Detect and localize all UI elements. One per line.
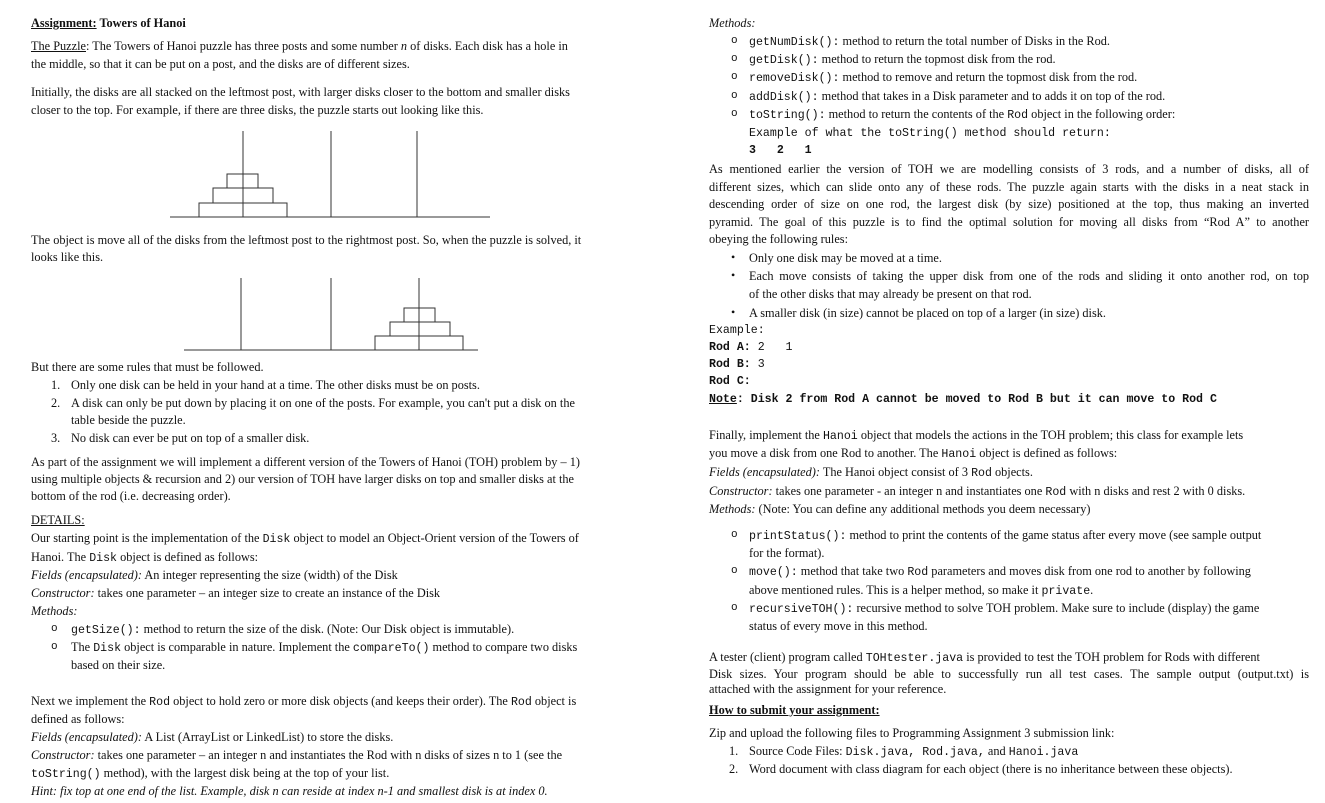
toh-line-4: pyramid. The goal of this puzzle is to find the optimal solution for moving all disks from “Rod A” to another <box>709 215 1309 229</box>
hanoi-method-3: recursiveTOH(): recursive method to solve TOH problem. Make sure to include (display) the game <box>749 601 1260 616</box>
note-line: Note: Disk 2 from Rod A cannot be moved to Rod B but it can move to Rod C <box>709 393 1217 406</box>
disk-fields: Fields (encapsulated): An integer representing the size (width) of the Disk <box>31 568 398 582</box>
rod-line-1: Next we implement the Rod object to hold zero or more disk objects (and keeps their order). The Rod object is <box>31 694 577 709</box>
hanoi-method-2-line-2: above mentioned rules. This is a helper method, so make it private. <box>749 583 1094 598</box>
rod-method-4: addDisk(): method that takes in a Disk parameter and to adds it on top of the rod. <box>749 89 1166 104</box>
details-line-1: Our starting point is the implementation of the Disk object to model an Object-Orient version of the Towers of <box>31 531 579 546</box>
rule-2: 2. <box>51 396 61 410</box>
init-line-2: closer to the top. For example, if there are three disks, the puzzle starts out looking like this. <box>31 103 484 117</box>
tester-line-3: attached with the assignment for your reference. <box>709 682 947 696</box>
rod-method-3: removeDisk(): method to remove and return the topmost disk from the rod. <box>749 70 1138 85</box>
bullet-circle-icon: o <box>731 71 738 83</box>
rod-c-example: Rod C: <box>709 375 751 388</box>
object-line-1: The object is move all of the disks from the leftmost post to the rightmost post. So, when the puzzle is solved, it <box>31 233 582 247</box>
submit-item-1-num: 1. <box>729 744 739 758</box>
bullet-circle-icon: o <box>731 35 738 47</box>
toh-line-2: different sizes, which can slide onto any of these rods. The puzzle again starts with the disks in a neat stack in <box>709 180 1309 194</box>
tostring-example: Example of what the toString() method should return: <box>749 127 1111 140</box>
puzzle-line-1: The Puzzle: The Towers of Hanoi puzzle has three posts and some number n of disks. Each disk has a hole in <box>31 39 568 53</box>
towers-solved-diagram <box>180 275 482 353</box>
details-line-2: Hanoi. The Disk object is defined as follows: <box>31 550 259 565</box>
towers-start-diagram <box>165 128 495 220</box>
details-heading: DETAILS: <box>31 513 85 527</box>
tester-line-1: A tester (client) program called TOHtester.java is provided to test the TOH problem for Rods with different <box>709 650 1260 665</box>
init-line-1: Initially, the disks are all stacked on the leftmost post, with larger disks closer to the bottom and smaller disks <box>31 85 570 99</box>
partof-line-2: using multiple objects & recursion and 2) our version of TOH have larger disks on top and smaller disks at the <box>31 472 575 486</box>
hanoi-method-1-line-2: for the format). <box>749 546 825 560</box>
rod-line-2: defined as follows: <box>31 712 125 726</box>
zip-line: Zip and upload the following files to Programming Assignment 3 submission link: <box>709 726 1115 740</box>
rod-a-example: Rod A: 2 1 <box>709 341 793 354</box>
rod-methods-label: Methods: <box>709 16 756 30</box>
submit-item-2: Word document with class diagram for each object (there is no inheritance between these objects). <box>749 762 1233 776</box>
hanoi-constructor: Constructor: takes one parameter - an integer n and instantiates one Rod with n disks and rest 2 with 0 disks. <box>709 484 1246 499</box>
disk-methods-label: Methods: <box>31 604 78 618</box>
bullet-circle-icon: o <box>731 529 738 541</box>
rule-1-text: Only one disk can be held in your hand at a time. The other disks must be on posts. <box>71 378 480 392</box>
rod-constructor: Constructor: takes one parameter – an integer n and instantiates the Rod with n disks of sizes n to 1 (see the <box>31 748 563 762</box>
toh-line-3: descending order of size on one rod, the largest disk (by size) positioned at the top, thus making an inverted <box>709 197 1309 211</box>
submit-heading: How to submit your assignment: <box>709 703 880 717</box>
tester-line-2: Disk sizes. Your program should be able to successfully run all test cases. The sample output (output.txt) is <box>709 667 1309 681</box>
disk-constructor: Constructor: takes one parameter – an integer size to create an instance of the Disk <box>31 586 441 600</box>
bullet-circle-icon: o <box>731 108 738 120</box>
toh-rule-2: Each move consists of taking the upper disk from one of the rods and sliding it onto another rod, on top <box>749 269 1309 283</box>
toh-line-5: obeying the following rules: <box>709 232 849 246</box>
rule-3-text: No disk can ever be put on top of a smaller disk. <box>71 431 310 445</box>
bullet-circle-icon: o <box>731 602 738 614</box>
doc-title <box>31 16 186 31</box>
toh-line-1: As mentioned earlier the version of TOH we are modelling consists of 3 rods, and a number of disks, all of <box>709 162 1309 176</box>
rod-b-example: Rod B: 3 <box>709 358 765 371</box>
hanoi-line-1: Finally, implement the Hanoi object that models the actions in the TOH problem; this class for example lets <box>709 428 1244 443</box>
hanoi-methods: Methods: (Note: You can define any additional methods you deem necessary) <box>709 502 1091 516</box>
rule-2-text-2: table beside the puzzle. <box>71 413 186 427</box>
puzzle-line-2: the middle, so that it can be put on a post, and the disks are of different sizes. <box>31 57 410 71</box>
hanoi-method-3-line-2: status of every move in this method. <box>749 619 928 633</box>
disk-method-1: getSize(): method to return the size of the disk. (Note: Our Disk object is immutable). <box>71 622 515 637</box>
partof-line-1: As part of the assignment we will implement a different version of the Towers of Hanoi (TOH) problem by – 1) <box>31 455 580 469</box>
disk-method-2: The Disk object is comparable in nature. Implement the compareTo() method to compare two disks <box>71 640 578 655</box>
object-line-2: looks like this. <box>31 250 104 264</box>
rod-method-2: getDisk(): method to return the topmost disk from the rod. <box>749 52 1056 67</box>
bullet-circle-icon: o <box>731 53 738 65</box>
hanoi-line-2: you move a disk from one Rod to another. The Hanoi object is defined as follows: <box>709 446 1118 461</box>
example-label: Example: <box>709 324 765 337</box>
rules-intro: But there are some rules that must be followed. <box>31 360 264 374</box>
bullet-dot-icon: • <box>731 305 736 319</box>
rod-method-5: toString(): method to return the contents of the Rod object in the following order: <box>749 107 1176 122</box>
hanoi-method-2: move(): method that take two Rod parameters and moves disk from one rod to another by following <box>749 564 1251 579</box>
hanoi-method-1: printStatus(): method to print the contents of the game status after every move (see sample output <box>749 528 1262 543</box>
submit-item-1: Source Code Files: Disk.java, Rod.java, and Hanoi.java <box>749 744 1079 759</box>
rule-3: 3. <box>51 431 61 445</box>
partof-line-3: bottom of the rod (i.e. decreasing order). <box>31 489 231 503</box>
toh-rule-3: A smaller disk (in size) cannot be placed on top of a larger (in size) disk. <box>749 306 1106 320</box>
disk-method-2-line-2: based on their size. <box>71 658 166 672</box>
rod-method-1: getNumDisk(): method to return the total number of Disks in the Rod. <box>749 34 1110 49</box>
tostring-values: 3 2 1 <box>749 144 812 157</box>
submit-item-2-num: 2. <box>729 762 739 776</box>
bullet-circle-icon: o <box>731 90 738 102</box>
rod-hint: Hint: fix top at one end of the list. Example, disk n can reside at index n-1 and smallest disk is at index 0. <box>31 784 548 798</box>
hanoi-fields: Fields (encapsulated): The Hanoi object consist of 3 Rod objects. <box>709 465 1033 480</box>
bullet-dot-icon: • <box>731 268 736 282</box>
title-label: Assignment: <box>31 16 97 30</box>
rule-1: 1. <box>51 378 61 392</box>
rod-constructor-line-2: toString() method), with the largest disk being at the top of your list. <box>31 766 390 781</box>
rule-2-text: A disk can only be put down by placing it on one of the posts. For example, you can't put a disk on the <box>71 396 575 410</box>
title-text: Towers of Hanoi <box>96 16 186 30</box>
disk-medium <box>390 322 450 336</box>
rod-fields: Fields (encapsulated): A List (ArrayList or LinkedList) to store the disks. <box>31 730 394 744</box>
toh-rule-2-line-2: of the other disks that may already be present on that rod. <box>749 287 1032 301</box>
bullet-circle-icon: o <box>731 565 738 577</box>
bullet-circle-icon: o <box>51 623 58 635</box>
bullet-dot-icon: • <box>731 250 736 264</box>
toh-rule-1: Only one disk may be moved at a time. <box>749 251 942 265</box>
bullet-circle-icon: o <box>51 641 58 653</box>
